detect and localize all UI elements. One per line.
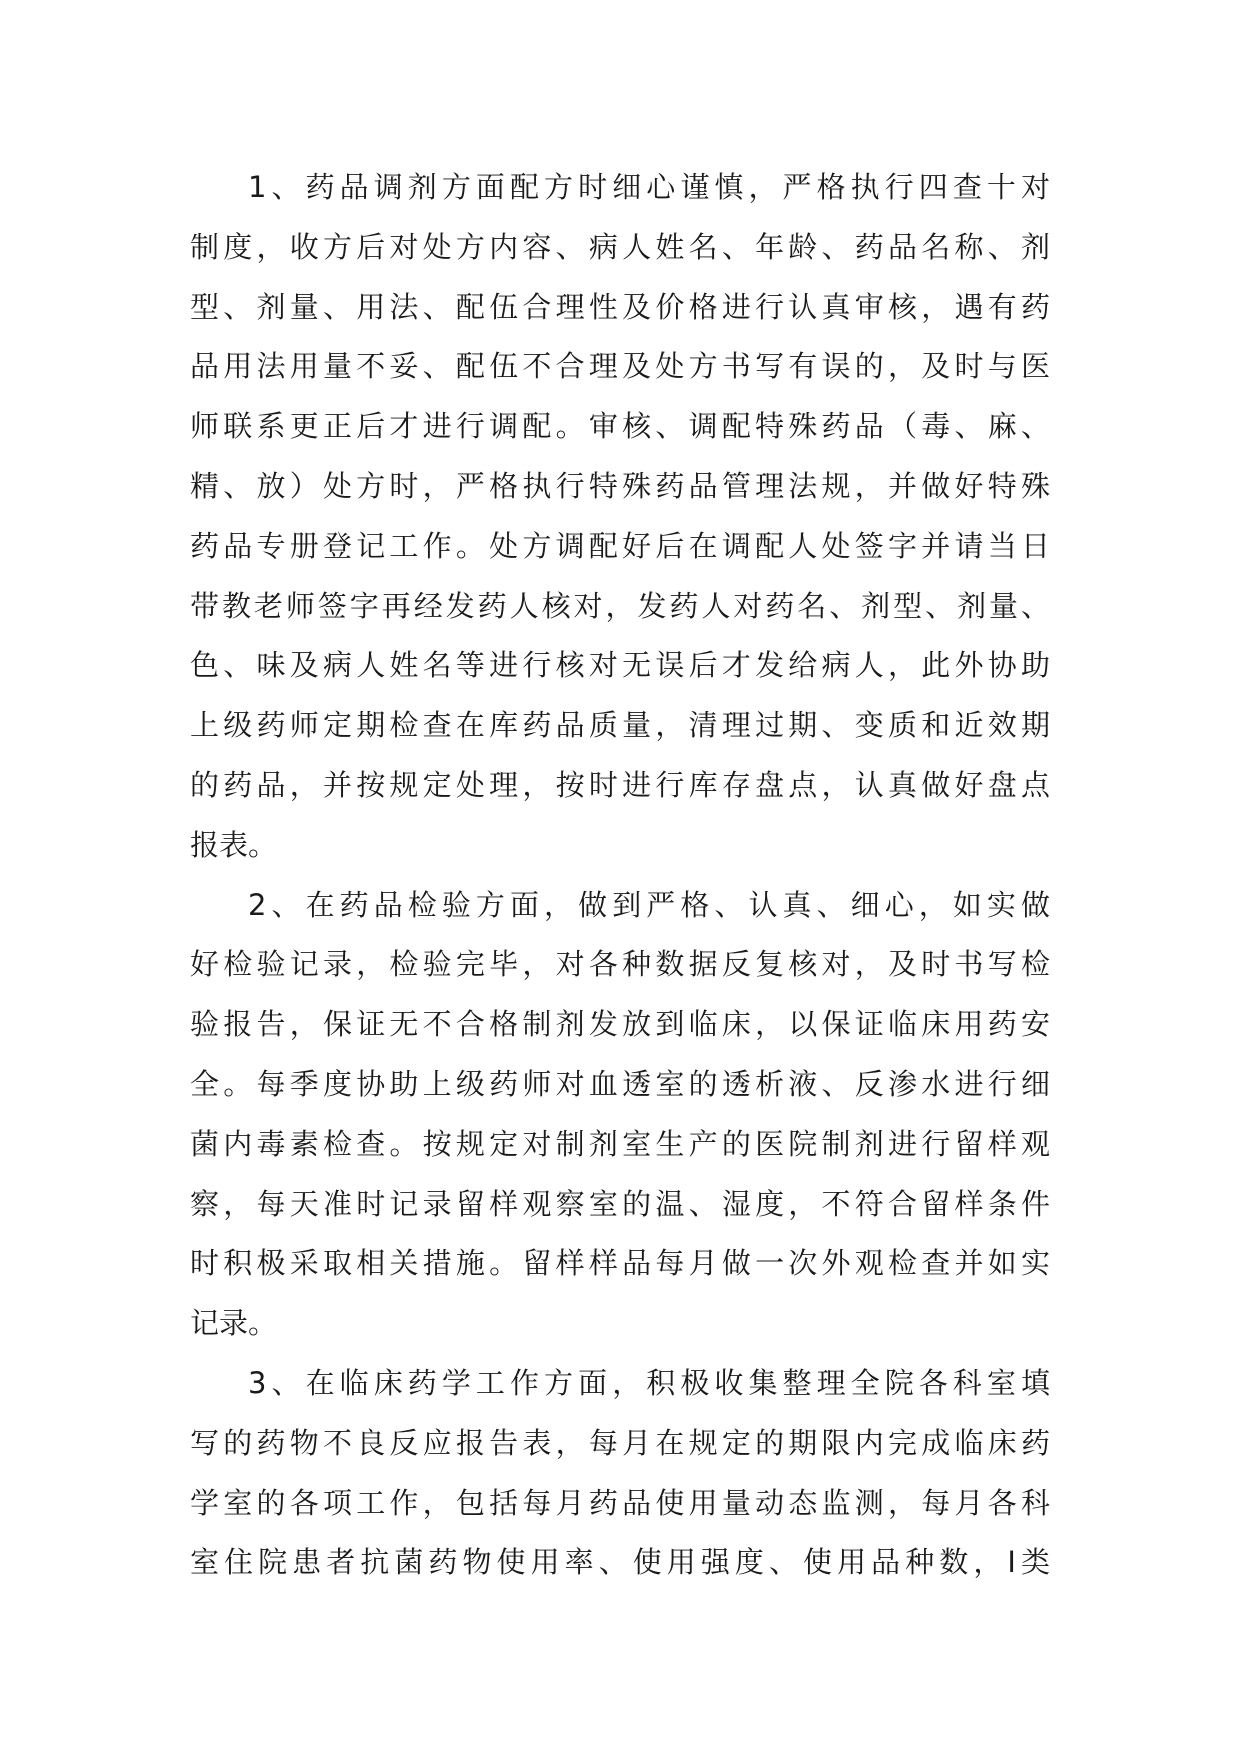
paragraph-line: 3、在临床药学工作方面，积极收集整理全院各科室填 (248, 1365, 1050, 1400)
paragraph-2 (190, 876, 1050, 1354)
document-body (190, 158, 1050, 1593)
paragraph-line: 型、剂量、用法、配伍合理性及价格进行认真审核，遇有药 (190, 289, 1050, 324)
paragraph-line: 药品专册登记工作。处方调配好后在调配人处签字并请当日 (190, 528, 1050, 563)
paragraph-line: 1、药品调剂方面配方时细心谨慎，严格执行四查十对 (248, 170, 1050, 204)
paragraph-line: 色、味及病人姓名等进行核对无误后才发给病人，此外协助 (190, 648, 1050, 683)
paragraph-line: 菌内毒素检查。按规定对制剂室生产的医院制剂进行留样观 (190, 1126, 1050, 1161)
paragraph-3 (190, 1354, 1050, 1593)
paragraph-line: 全。每季度协助上级药师对血透室的透析液、反渗水进行细 (190, 1066, 1050, 1101)
paragraph-line: 记录。 (190, 1306, 278, 1341)
paragraph-line: 察，每天准时记录留样观察室的温、湿度，不符合留样条件 (190, 1186, 1050, 1221)
paragraph-line: 报表。 (190, 827, 278, 862)
paragraph-line: 好检验记录，检验完毕，对各种数据反复核对，及时书写检 (190, 947, 1050, 982)
paragraph-line: 2、在药品检验方面，做到严格、认真、细心，如实做 (248, 887, 1050, 922)
paragraph-line: 室住院患者抗菌药物使用率、使用强度、使用品种数，Ⅰ类 (190, 1545, 1050, 1580)
paragraph-line: 带教老师签字再经发药人核对，发药人对药名、剂型、剂量、 (190, 588, 1050, 623)
paragraph-line: 精、放）处方时，严格执行特殊药品管理法规，并做好特殊 (190, 468, 1050, 503)
paragraph-line: 师联系更正后才进行调配。审核、调配特殊药品（毒、麻、 (190, 409, 1050, 444)
paragraph-line: 写的药物不良反应报告表，每月在规定的期限内完成临床药 (190, 1425, 1050, 1460)
paragraph-line: 学室的各项工作，包括每月药品使用量动态监测，每月各科 (190, 1485, 1050, 1520)
paragraph-line: 上级药师定期检查在库药品质量，清理过期、变质和近效期 (190, 708, 1050, 743)
paragraph-line: 品用法用量不妥、配伍不合理及处方书写有误的，及时与医 (190, 349, 1050, 384)
paragraph-line: 时积极采取相关措施。留样样品每月做一次外观检查并如实 (190, 1246, 1050, 1281)
paragraph-line: 的药品，并按规定处理，按时进行库存盘点，认真做好盘点 (190, 767, 1050, 802)
paragraph-line: 制度，收方后对处方内容、病人姓名、年龄、药品名称、剂 (190, 229, 1050, 264)
paragraph-line: 验报告，保证无不合格制剂发放到临床，以保证临床用药安 (190, 1007, 1050, 1042)
paragraph-1 (190, 158, 1050, 876)
